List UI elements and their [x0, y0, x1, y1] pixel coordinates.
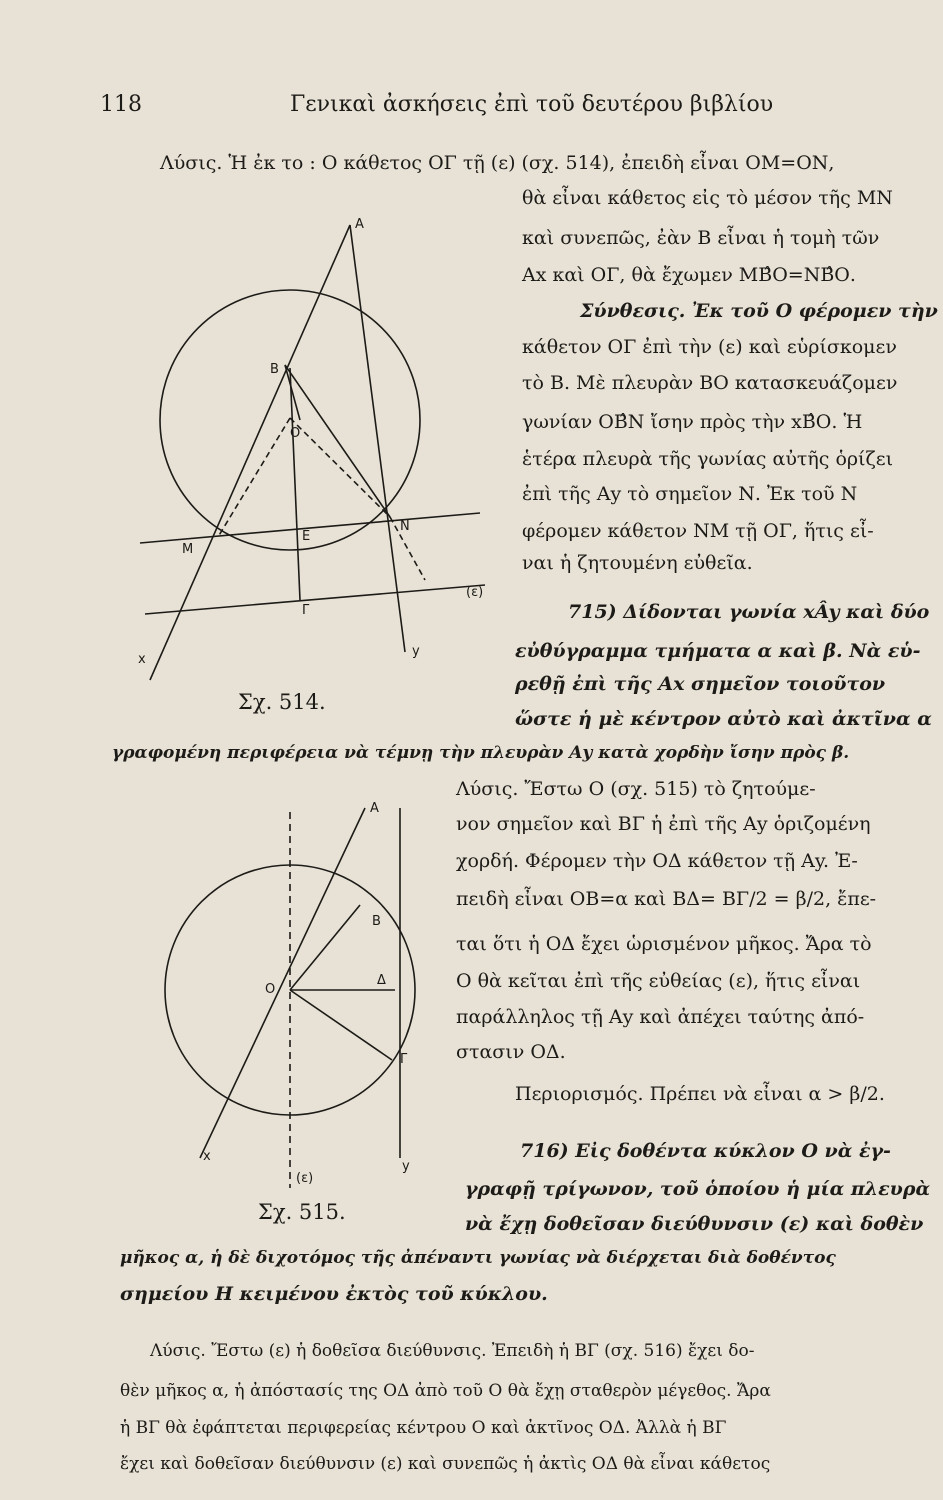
text-line-10: ἐπὶ τῆς Αy τὸ σημεῖον Ν. Ἐκ τοῦ Ν — [522, 483, 858, 505]
label-x-514: x — [138, 652, 146, 667]
text-line-22: ται ὅτι ἡ ΟΔ ἔχει ὡρισμένον μῆκος. Ἄρα τὸ — [456, 933, 872, 955]
running-title: Γενικαὶ ἀσκήσεις ἐπὶ τοῦ δευτέρου βιβλίου — [290, 92, 774, 117]
text-line-9: ἑτέρα πλευρὰ τῆς γωνίας αὐτῆς ὁρίζει — [522, 448, 894, 470]
text-line-20: χορδή. Φέρομεν τὴν ΟΔ κάθετον τῇ Αy. Ἐ- — [456, 850, 858, 872]
text-line-2: θὰ εἶναι κάθετος εἰς τὸ μέσον τῆς ΜΝ — [522, 187, 893, 209]
caption-514: Σχ. 514. — [238, 690, 326, 714]
text-line-33: θὲν μῆκος α, ἡ ἀπόστασίς της ΟΔ ἀπὸ τοῦ Ο θὰ ἔχῃ σταθερὸν μέγεθος. Ἄρα — [120, 1381, 771, 1401]
text-line-19: νον σημεῖον καὶ ΒΓ ἡ ἐπὶ τῆς Αy ὁριζομένη — [456, 813, 871, 835]
text-line-6: κάθετον ΟΓ ἐπὶ τὴν (ε) καὶ εὑρίσκομεν — [522, 336, 897, 358]
text-line-1: Λύσις. Ἡ ἐκ το : Ο κάθετος ΟΓ τῇ (ε) (σχ. 514), ἐπειδὴ εἶναι ΟΜ=ΟΝ, — [160, 152, 835, 174]
text-line-23: Ο θὰ κεῖται ἐπὶ τῆς εὐθείας (ε), ἥτις εἶναι — [456, 970, 861, 992]
label-M-514: Μ — [182, 542, 194, 557]
label-y-515: y — [402, 1159, 410, 1174]
text-line-8: γωνίαν ΟΒ̂Ν ἴσην πρὸς τὴν xΒ̂Ο. Ἡ — [522, 411, 863, 433]
line-Ax-515 — [200, 808, 365, 1158]
label-y-514: y — [412, 644, 420, 659]
text-line-27: 716) Εἰς δοθέντα κύκλον Ο νὰ ἐγ- — [520, 1140, 891, 1162]
text-line-18: Λύσις. Ἔστω Ο (σχ. 515) τὸ ζητούμε- — [456, 778, 816, 800]
text-line-35: ἔχει καὶ δοθεῖσαν διεύθυνσιν (ε) καὶ συνεπῶς ἡ ἀκτὶς ΟΔ θὰ εἶναι κάθετος — [120, 1454, 771, 1474]
label-E-514: Ε — [302, 529, 311, 544]
text-line-25: στασιν ΟΔ. — [456, 1041, 566, 1063]
text-line-7: τὸ Β. Μὲ πλευρὰν ΒΟ κατασκευάζομεν — [522, 372, 898, 394]
text-line-14: εὐθύγραμμα τμήματα α καὶ β. Νὰ εὑ- — [515, 640, 921, 662]
label-A-515: Α — [370, 801, 379, 816]
label-B-515: Β — [372, 914, 381, 929]
text-line-5: Σύνθεσις. Ἐκ τοῦ Ο φέρομεν τὴν — [580, 300, 938, 322]
text-line-15: ρεθῇ ἐπὶ τῆς Αx σημεῖον τοιοῦτον — [515, 673, 886, 695]
label-G-515: Γ — [400, 1052, 408, 1067]
label-A-514: Α — [355, 217, 364, 232]
line-OG-515 — [290, 990, 392, 1060]
text-line-34: ἡ ΒΓ θὰ ἐφάπτεται περιφερείας κέντρου Ο καὶ ἀκτῖνος ΟΔ. Ἀλλὰ ἡ ΒΓ — [120, 1418, 727, 1438]
label-O-514: Ο — [290, 426, 301, 441]
text-line-3: καὶ συνεπῶς, ἐὰν Β εἶναι ἡ τομὴ τῶν — [522, 227, 880, 249]
text-line-17: γραφομένη περιφέρεια νὰ τέμνῃ τὴν πλευρὰν Αy κατὰ χορδὴν ἴσην πρὸς β. — [112, 743, 850, 763]
text-line-16: ὥστε ἡ μὲ κέντρον αὐτὸ καὶ ἀκτῖνα α — [515, 708, 932, 730]
text-line-24: παράλληλος τῇ Αy καὶ ἀπέχει ταύτης ἀπό- — [456, 1006, 865, 1028]
text-line-26: Περιορισμός. Πρέπει νὰ εἶναι α > β/2. — [515, 1083, 885, 1105]
text-line-31: σημείου Η κειμένου ἐκτὸς τοῦ κύκλου. — [120, 1283, 548, 1305]
text-line-13: 715) Δίδονται γωνία xÂy καὶ δύο — [568, 601, 930, 623]
label-O-515: Ο — [265, 982, 276, 997]
text-line-11: φέρομεν κάθετον ΝΜ τῇ ΟΓ, ἥτις εἶ- — [522, 520, 874, 542]
label-G-514: Γ — [302, 603, 310, 618]
text-line-21: πειδὴ εἶναι ΟΒ=α καὶ ΒΔ= ΒΓ/2 = β/2, ἔπε- — [456, 888, 877, 910]
text-line-28: γραφῇ τρίγωνον, τοῦ ὁποίου ἡ μία πλευρὰ — [465, 1178, 931, 1200]
label-x-515: x — [203, 1149, 211, 1164]
line-OB-515 — [290, 905, 360, 990]
label-eps-515: (ε) — [296, 1171, 314, 1186]
text-line-29: νὰ ἔχῃ δοθεῖσαν διεύθυνσιν (ε) καὶ δοθὲν — [465, 1213, 924, 1235]
figure-515 — [0, 0, 460, 1240]
label-D-515: Δ — [377, 973, 386, 988]
text-line-12: ναι ἡ ζητουμένη εὐθεῖα. — [522, 552, 753, 574]
label-eps-514: (ε) — [466, 585, 484, 600]
text-line-32: Λύσις. Ἔστω (ε) ἡ δοθεῖσα διεύθυνσις. Ἐπειδὴ ἡ ΒΓ (σχ. 516) ἔχει δο- — [150, 1341, 755, 1361]
page-number: 118 — [100, 92, 142, 117]
label-N-514: Ν — [400, 519, 410, 534]
label-B-514: Β — [270, 362, 279, 377]
caption-515: Σχ. 515. — [258, 1200, 346, 1224]
text-line-4: Αx καὶ ΟΓ, θὰ ἔχωμεν ΜΒ̂Ο=ΝΒ̂Ο. — [522, 264, 856, 286]
text-line-30: μῆκος α, ἡ δὲ διχοτόμος τῆς ἀπέναντι γωνίας νὰ διέρχεται διὰ δοθέντος — [120, 1248, 836, 1268]
